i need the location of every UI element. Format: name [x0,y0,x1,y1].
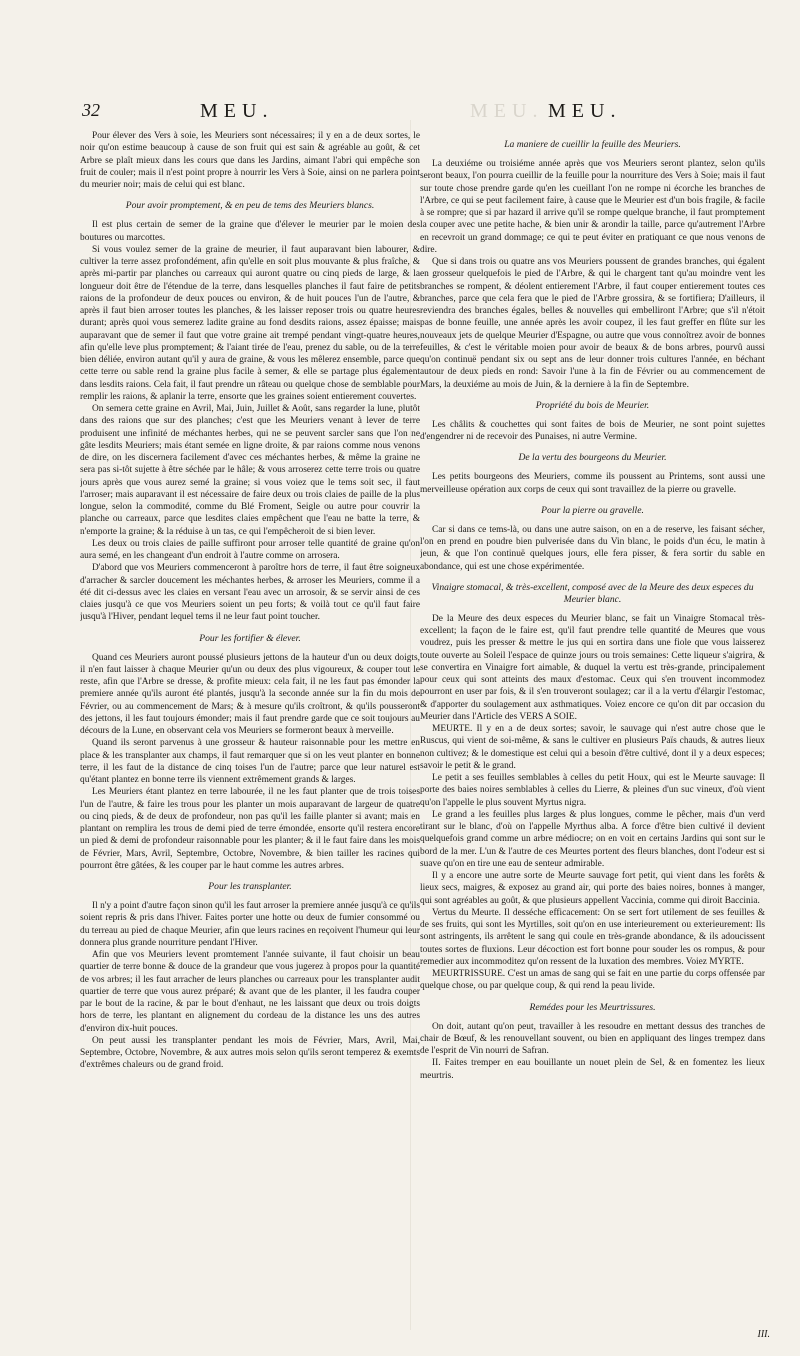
left-column [80,130,420,1330]
page-number: 32 [82,100,100,120]
paragraph: Car si dans ce tems-là, ou dans une autre saison, on en a de reserve, les faisant sécher, l'on en prend en poudre bien pulverisée dans du Vin blanc, le poids d'un écu, le matin à jeun, & que l'on continuë quelques jours, elle fera pisser, & fera sortir du sable en abondance, qui est une chose expérimentée. [420,524,765,572]
paragraph: La deuxiéme ou troisiéme année après que vos Meuriers seront plantez, selon qu'ils seront beaux, l'on pourra cueillir de la feuille pour la nourriture des Vers à Soie; mais il faut sur toute chose prendre garde qu'en les cueillant l'on ne rompe ni écorche les branches de l'Arbre, ce qui se peut facilement faire, à cause que le Meurier est d'un bois fragile, & facile à se rompre; que si par hazard il arrive qu'il se rompe quelque branche, il faut promptement la couper avec une petite hache, & bien unir & arondir la taille, parce qu'autrement l'Arbre en recevroit un grand dommage; ce qui te peut éviter en pratiquant ce que nous venons de dire. [420,159,765,255]
paragraph: Le grand a les feuilles plus larges & plus longues, comme le pêcher, mais d'un verd tirant sur le blanc, d'où on l'appelle Myrthus alba. A force d'être bien cultivé il devient quelquefois grand comme un arbre médiocre; on en voit en certains Jardins qui sont sur le bord de la mer. L'un & l'autre de ces Meurtes portent des fleurs blanches, dont l'odeur est si suave qu'on en tire une eau de senteur admirable. [420,809,765,869]
paragraph: Que si dans trois ou quatre ans vos Meuriers poussent de grandes branches, qui égalent en grosseur quelquefois le pied de l'Arbre, & qui le chargent tant qu'au moindre vent les branches se rompent, & déolent entierement l'Arbre, il faut couper entierement toutes ces branches, parce que cela fera que le pied de l'Arbre grossira, & se fortifiera; D'ailleurs, il reviendra des branches égales, belles & nouvelles qui embelliront l'Arbre; que s'il n'étoit pas de bonne feuille, une année après les avoir coupez, il les faut greffer en flûte sur les nouveaux jets de quelque Meurier d'Espagne, ou autre que vous connoîtrez avoir de bonnes feuilles, & c'est le véritable moien pour avoir de beaux & de bons arbres, pourvû aussi qu'on continuë pendant six ou sept ans de leur donner trois cultures l'année, en béchant autour de deux pieds en rond: Savoir l'une à la fin de Février ou au commencement de Mars, la deuxiéme au mois de Juin, & la derniere à la fin de Septembre. [420,257,765,390]
paragraph: Les petits bourgeons des Meuriers, comme ils poussent au Printems, sont aussi une merveilleuse opération aux corps de ceux qui sont travaillez de la pierre ou gravelle. [420,472,765,495]
paragraph: Il n'y a point d'autre façon sinon qu'il les faut arroser la premiere année jusqu'à ce qu'ils soient repris & pris dans l'hiver. Faites porter une hotte ou deux de fumier consommé ou du terreau au pied de chaque Meurier, afin que leurs racines en reçoivent l'humeur qui leur donnera plus grande nourriture pendant l'Hiver. [80,901,420,948]
paragraph: MEURTRISSURE. C'est un amas de sang qui se fait en une partie du corps offensée par quelque chose, ou par quelque coup, & qui rend la peau livide. [420,969,765,992]
paragraph: Pour élever des Vers à soie, les Meuriers sont nécessaires; il y en a de deux sortes, le noir qu'on estime beaucoup à cause de son fruit qui est sain & agréable au goût, & cet Arbre se plaît mieux dans les cours que dans les Jardins, aimant l'abri qui empêche son fruit de couler; mais il n'est point propre à nourrir les Vers à Soie, ainsi on ne parlera point du meurier noir; mais de celui qui est blanc. [80,131,420,190]
section-heading: Propriété du bois de Meurier. [535,399,650,411]
section-heading: La maniere de cueillir la feuille des Meuriers. [504,139,681,150]
paragraph: On peut aussi les transplanter pendant les mois de Février, Mars, Avril, Mai, Septembre, Octobre, Novembre, & aux autres mois selon qu'ils seront temperez & exemts d'extrêmes chaleurs ou de grand froid. [80,1035,420,1071]
paragraph: Il y a encore une autre sorte de Meurte sauvage fort petit, qui vient dans les forêts & lieux secs, maigres, & exposez au grand air, qui porte des baies noires, bonnes à manger, qui sont agréables au goût, & que plusieurs appellent Vaccinia, comme qui diroit Baccinia. [420,871,765,906]
section-heading: Pour les transplanter. [208,881,292,892]
catchword: III. [757,1329,770,1340]
section-heading: De la vertu des bourgeons du Meurier. [518,452,667,464]
page-header [0,100,800,128]
paragraph: Quand ces Meuriers auront poussé plusieurs jettons de la hauteur d'un ou deux doigts, il n'en faut laisser à chaque Meurier qu'un ou deux des plus vigoureux, & couper tout le reste, afin que l'Arbre se dresse, & profite mieux: cela fait, il ne les faut pas émonder la premiere année qu'ils auront été plantés, jusqu'à la seconde année sur la fin du mois de Février, ou au commencement de Mars; & à mesure qu'ils croîtront, & qu'ils pousseront des jettons, il les faut toujours émonder; mais il faut prendre garde que ce soit toujours au décours de la Lune, en observant cela vos Meuriers se formeront beaux à merveille. [80,652,420,736]
section-heading: Vinaigre stomacal, & très-excellent, composé avec de la Meure des deux especes du Meurier blanc. [431,581,754,605]
section-heading: Pour la pierre ou gravelle. [541,504,644,516]
paragraph: Afin que vos Meuriers levent promtement l'année suivante, il faut choisir un beau quartier de terre bonne & douce de la grandeur que vous jugerez à propos pour la quantité de vos arbres; il les faut arracher de leurs planches ou carreaux pour les transplanter audit quartier de terre que vous aurez préparé; & avant que de les planter, il les faudra couper par le bout de la racine, & par le bout d'enhaut, ne les laissant que deux ou trois doigts hors de terre, les plantant en alignement du cordeau de la distance les uns des autres d'environ dix-huit pouces. [80,950,420,1034]
paragraph: On doit, autant qu'on peut, travailler à les resoudre en mettant dessus des tranches de chair de Bœuf, & les renouvellant souvent, ou bien en appliquant des linges trempez dans de l'esprit de Vin nourri de Safran. [420,1021,765,1056]
section-heading: Remédes pour les Meurtrissures. [529,1001,656,1013]
paragraph: On semera cette graine en Avril, Mai, Juin, Juillet & Août, sans regarder la lune, plutôt dans des raions que sur des planches; c'est que les Meuriers venant à lever de terre produisent une infinité de méchantes herbes, qui ne se peuvent sarcler sans que l'on ne gâte lesdits Meuriers; mais étant semée en ligne droite, & par raions comme nous venons de dire, on les discernera facilement d'avec ces méchantes herbes, & même la graine ne sera pas si-tôt sujette à être séchée par le hâle; & vous arroserez cette terre trois ou quatre jours après que vous aurez semé la graine; si vous voiez que le tems soit sec, il faut l'arroser; mais auparavant il est nécessaire de faire deux ou trois claies de paille de la plus longue, selon la commodité, comme du Blé Froment, Seigle ou autre pour couvrir la planche ou carreaux, parce que lesdites claies empêchent que l'eau ne batte la terre, & n'emporte la graine; & la réduise à un tas, ce qui l'empêcheroit de si bien lever. [80,404,420,537]
paragraph: Le petit a ses feuilles semblables à celles du petit Houx, qui est le Meurte sauvage: Il porte des baies noires semblables à celles du Lierre, & pleines d'un suc vineux, d'où vient qu'on l'appelle le plus souvent Myrtus nigra. [420,773,765,808]
show-through-running-head: MEU. [470,100,544,122]
paragraph: Vertus du Meurte. Il desséche efficacement: On se sert fort utilement de ses feuilles & de ses fruits, qui sont les Myrtilles, soit qu'on en use interieurement ou exterieurement: Ils sont astringents, ils arrêtent le sang qui coule en très-grande abondance, & ils adoucissent toutes sortes de fluxions. Leur décoction est fort bonne pour souder les os rompus, & pour remedier aux incommoditez qu'on ressent de la luxation des membres. Voiez MYRTE. [420,907,765,967]
paragraph: II. Faites tremper en eau bouillante un nouet plein de Sel, & en fomentez les lieux meurtris. [420,1058,765,1081]
section-heading: Pour avoir promptement, & en peu de tems des Meuriers blancs. [125,200,375,212]
section-heading: Pour les fortifier & élever. [199,632,301,644]
paragraph: MEURTE. Il y en a de deux sortes; savoir, le sauvage qui n'est autre chose que le Ruscus, qui vient de soi-même, & sans le cultiver en plusieurs Païs chauds, & autres lieux non cultivez; & le domestique est celui qui a besoin d'être cultivé, dont il y a deux especes; savoir le petit & le grand. [420,724,765,771]
paragraph: Les deux ou trois claies de paille suffiront pour arroser telle quantité de graine qu'on aura semé, en les changeant d'un endroit à l'autre comme on arrosera. [80,538,420,561]
paragraph: Quand ils seront parvenus à une grosseur & hauteur raisonnable pour les mettre en place & les transplanter aux champs, il faut remarquer que si on les veut planter en bonne terre, il les faut de la distance de cinq toises l'un de l'autre; parce que leur naturel est qu'étant plantez en bonne terre ils viennent extrêmement grands & larges. [80,738,420,785]
paragraph: Les châlits & couchettes qui sont faites de bois de Meurier, ne sont point sujettes d'engendrer ni de recevoir des Punaises, ni autre Vermine. [420,419,765,442]
running-head-left: MEU. [200,100,274,122]
paragraph: Les Meuriers étant plantez en terre labourée, il ne les faut planter que de trois toises l'un de l'autre, & faire les trous pour les planter un mois auparavant de largeur de quatre ou cinq pieds, & de deux de profondeur, non pas qu'il les faille planter si avant; mais en plantant on remplira les trous de demi pied de terre émondée, ensorte qu'il restera encore un pied & demi de profondeur raisonnable pour les planter; & il le faut faire dans les mois de Février, Mars, Avril, Septembre, Octobre, Novembre, & bien tailler les racines qui pourront être gâtées, & les couper par le haut comme les autres arbres. [80,787,420,871]
paragraph: Si vous voulez semer de la graine de meurier, il faut auparavant bien labourer, & cultiver la terre assez profondément, afin qu'elle en soit plus mouvante & plus fraîche, & après mi-partir par planches ou carreaux qui auront quatre ou cinq pieds de large, & la longueur doit être de l'étendue de la terre, dans lesquelles planches il faut faire de petits raions de la profondeur de deux pouces ou environ, & de huit pouces l'un de l'autre, & après il faut bien arroser toutes les planches, & les laisser reposer trois ou quatre heures durant; après quoi vous semerez ladite graine au fond desdits raions, assez épaisse; mais auparavant que de semer il faut que votre graine ait trempé pendant vingt-quatre heures, afin qu'elle leve plus promptement; & l'aiant tirée de l'eau, prenez du sable, ou de la terre bien déliée, environ autant qu'il y aura de graine, & vous les mêlerez ensemble, parce que cette terre ou sable rend la graine plus facile à semer, & elle se partage plus également dans lesdits raions. Cela fait, il faut prendre un râteau ou quelque chose de semblable pour remplir les raions, & aplanir la terre, ensorte que les graines soient entierement couvertes. [80,244,420,402]
paragraph: Il est plus certain de semer de la graine que d'élever le meurier par le moien des boutures ou marcottes. [80,220,420,243]
running-head-right: MEU. [548,100,622,122]
paragraph: De la Meure des deux especes du Meurier blanc, se fait un Vinaigre Stomacal très-excellent; la façon de le faire est, qu'il faut prendre telle quantité de Meures que vous voudrez, puis les presser & mettre le jus qui en sortira dans une fiole que vous laisserez toute ouverte au Soleil l'espace de quinze jours ou trois semaines: Cette liqueur s'aigrira, & se convertira en Vinaigre fort aimable, & duquel la vertu est très-grande, principalement pour ceux qui sont atteints des maux d'estomac. Ceux qui s'en trouvent incommodez pourront en user par fois, & il s'en trouveront soulagez; car il a la vertu d'élargir l'estomac, & d'apporter du soulagement aux asthmatiques. Voiez encore ce qu'on dit par occasion du Meurier dans l'Article des VERS A SOIE. [420,613,765,722]
right-column [420,130,765,1330]
paragraph: D'abord que vos Meuriers commenceront à paroître hors de terre, il faut être soigneux d'arracher & sarcler doucement les méchantes herbes, & arroser les Meuriers, comme il a été dit ci-dessus avec les claies en versant l'eau avec un arrosoir, & se servir ainsi de ces claies jusqu'à ce que vos Meuriers soient un peu forts; & voilà tout ce qu'il faut faire jusqu'à l'Hiver, pendant lequel tems il ne leur faut point toucher. [80,563,420,623]
